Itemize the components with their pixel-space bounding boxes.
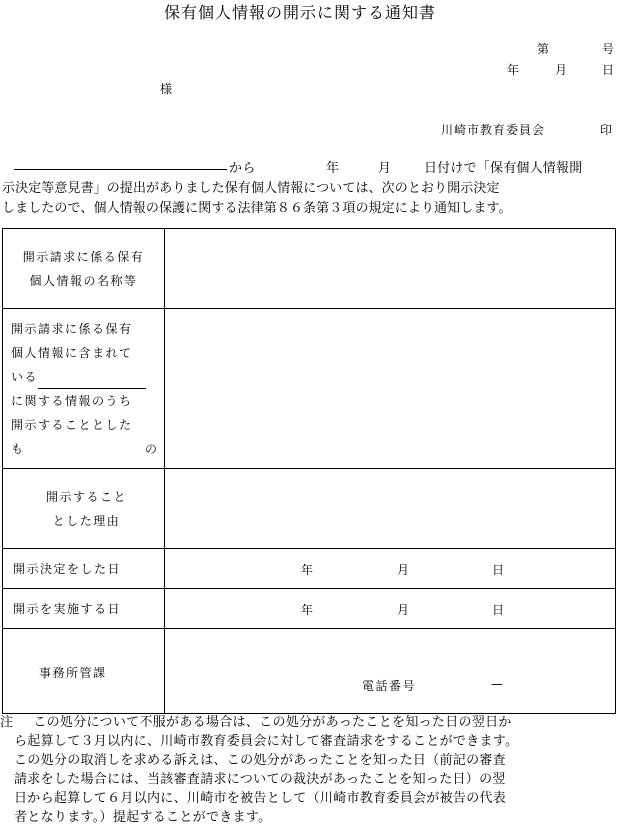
implementation-year: 年 (301, 602, 314, 617)
page-title: 保有個人情報の開示に関する通知書 (163, 3, 436, 22)
label-disclosed-information (3, 309, 165, 469)
label-reason (3, 469, 165, 549)
row-disclosed-information (3, 309, 616, 469)
value-implementation-date (165, 589, 616, 629)
row-office (3, 629, 616, 714)
note-line-4: 請求をした場合には、当該審査請求についての裁決があったことを知った日）の翌 (14, 772, 506, 787)
row-information-name (3, 229, 616, 309)
label-line: 開示請求に係る保有 (11, 321, 133, 336)
value-reason (165, 469, 616, 549)
body-date-suffix: 日付けで「保有個人情報開 (424, 161, 583, 176)
requester-blank (14, 155, 227, 170)
label-information-name (3, 229, 165, 309)
value-information-name (165, 229, 616, 309)
label-no: の (145, 441, 159, 456)
implementation-day: 日 (492, 602, 505, 617)
label-line (11, 365, 164, 389)
note-line-6: 者となります。）提起することができます。 (14, 810, 272, 825)
date-year: 年 (507, 63, 520, 77)
number-go: 号 (602, 42, 615, 56)
label-line: 開示請求に係る保有 (22, 249, 145, 264)
body-year: 年 (326, 161, 340, 176)
row-decision-date (3, 549, 616, 589)
label-line: に関する情報のうち (11, 393, 133, 408)
implementation-month: 月 (397, 602, 410, 617)
note-mark: 注 (0, 715, 14, 730)
value-decision-date (165, 549, 616, 589)
notice-form-table (2, 228, 616, 714)
value-office (165, 629, 616, 714)
row-implementation-date (3, 589, 616, 629)
label-line (11, 437, 164, 461)
inline-blank (38, 374, 146, 389)
label-decision-date: 開示決定をした日 (3, 549, 165, 589)
label-line: 個人情報の名称等 (29, 273, 138, 288)
decision-day: 日 (492, 562, 505, 577)
label-line: 開示すること (45, 489, 127, 504)
date-day: 日 (602, 63, 615, 77)
number-dai: 第 (537, 42, 550, 56)
body-from: から (229, 161, 256, 176)
note-text: この処分について不服がある場合は、この処分があったことを知った日の翌日か (33, 715, 512, 730)
label-office: 事務所管課 (3, 629, 165, 714)
note-line-5: 日から起算して６月以内に、川崎市を被告として（川崎市教育委員会が被告の代表 (14, 791, 507, 806)
label-mo: も (11, 441, 25, 456)
phone-label: 電話番号 (362, 679, 417, 693)
label-implementation-date: 開示を実施する日 (3, 589, 165, 629)
label-iru: いる (11, 369, 39, 384)
notes (0, 713, 623, 827)
issuer-name: 川崎市教育委員会 (441, 123, 546, 137)
phone-dash: — (491, 677, 503, 691)
label-line: 個人情報に含まれて (11, 345, 133, 360)
addressee-suffix: 様 (160, 82, 173, 96)
note-line-3: この処分の取消しを求める訴えは、この処分があったことを知った日（前記の審査 (14, 753, 506, 768)
body-line-3: しましたので、個人情報の保護に関する法律第８６条第３項の規定により通知します。 (2, 201, 512, 216)
body-line-2: 示決定等意見書」の提出がありました保有個人情報については、次のとおり開示決定 (2, 181, 500, 196)
decision-year: 年 (301, 562, 314, 577)
body-month: 月 (378, 161, 392, 176)
label-line: とした理由 (52, 513, 121, 528)
seal-mark: 印 (600, 123, 613, 137)
value-disclosed-information (165, 309, 616, 469)
label-line: 開示することとした (11, 417, 133, 432)
decision-month: 月 (397, 562, 410, 577)
row-reason (3, 469, 616, 549)
note-line-2: ら起算して３月以内に、川崎市教育委員会に対して審査請求をすることができます。 (14, 734, 519, 749)
date-month: 月 (555, 63, 568, 77)
note-line-1 (0, 713, 623, 732)
